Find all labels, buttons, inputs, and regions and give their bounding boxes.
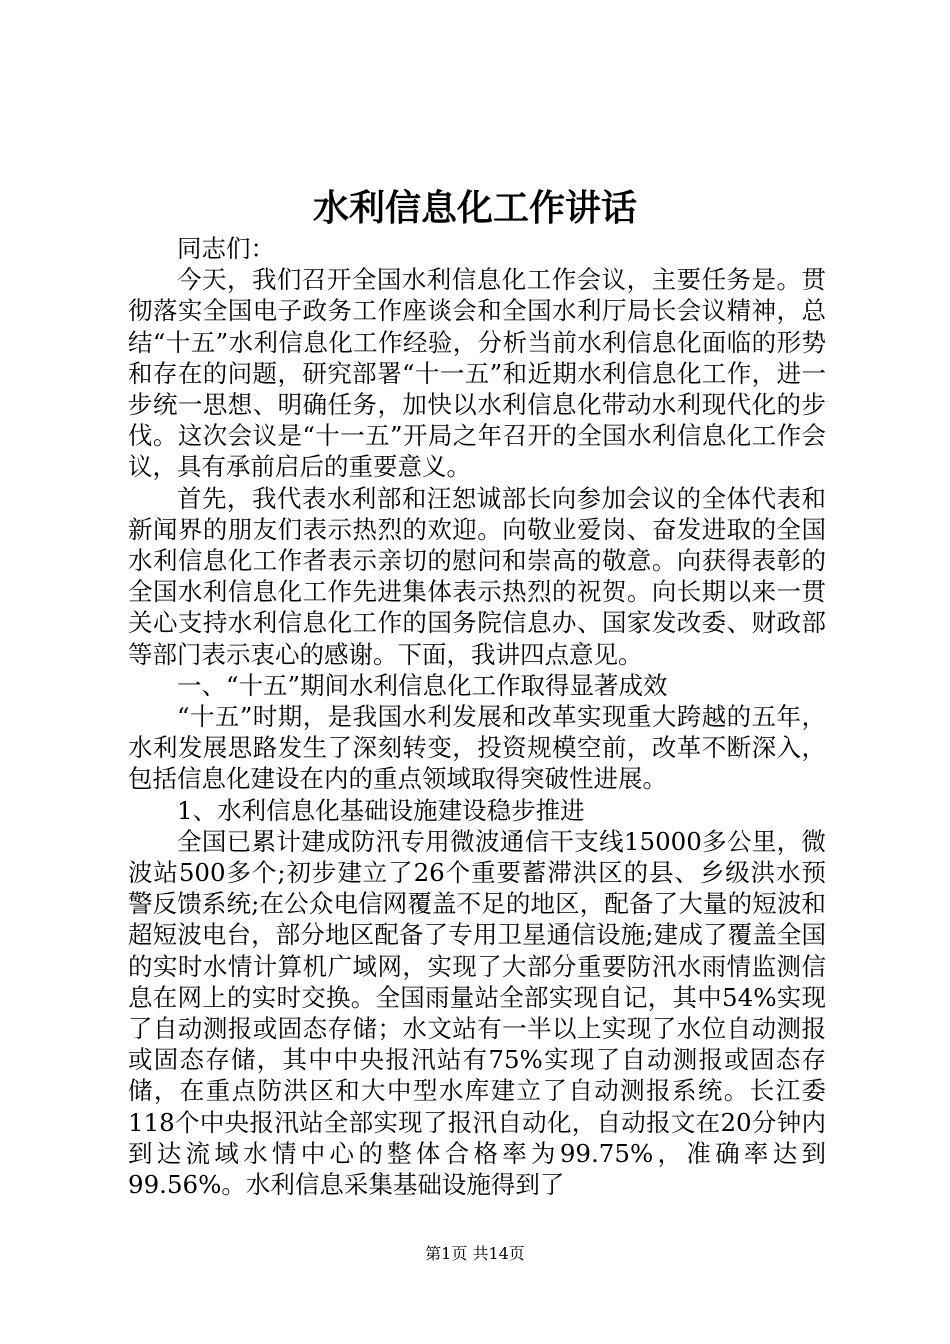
document-title: 水利信息化工作讲话 bbox=[312, 187, 637, 229]
paragraph-overview: “十五”时期，是我国水利发展和改革实现重大跨越的五年，水利发展思路发生了深刻转变，投资规模空前，改革不断深入，包括信息化建设在内的重点领域取得突破性进展。 bbox=[128, 702, 826, 794]
subsection-heading-1: 1、水利信息化基础设施建设稳步推进 bbox=[177, 795, 585, 825]
paragraph-intro: 今天，我们召开全国水利信息化工作会议，主要任务是。贯彻落实全国电子政务工作座谈会和全国水利厅局长会议精神，总结“十五”水利信息化工作经验，分析当前水利信息化面临的形势和存在的问题，研究部署“十一五”和近期水利信息化工作，进一步统一思想、明确任务，加快以水利信息化带动水利现代化的步伐。这次会议是“十一五”开局之年召开的全国水利信息化工作会议，具有承前启后的重要意义。 bbox=[128, 265, 826, 482]
document-body bbox=[128, 233, 826, 1200]
paragraph-thanks: 首先，我代表水利部和汪恕诚部长向参加会议的全体代表和新闻界的朋友们表示热烈的欢迎。向敬业爱岗、奋发进取的全国水利信息化工作者表示亲切的慰问和崇高的敬意。向获得表彰的全国水利信息化工作先进集体表示热烈的祝贺。向长期以来一贯关心支持水利信息化工作的国务院信息办、国家发改委、财政部等部门表示衷心的感谢。下面，我讲四点意见。 bbox=[128, 483, 826, 669]
paragraph-infrastructure: 全国已累计建成防汛专用微波通信干支线15000多公里，微波站500多个;初步建立了26个重要蓄滞洪区的县、乡级洪水预警反馈系统;在公众电信网覆盖不足的地区，配备了大量的短波和超短波电台，部分地区配备了专用卫星通信设施;建成了覆盖全国的实时水情计算机广域网，实现了大部分重要防汛水雨情监测信息在网上的实时交换。全国雨量站全部实现自记，其中54%实现了自动测报或固态存储；水文站有一半以上实现了水位自动测报或固态存储，其中中央报汛站有75%实现了自动测报或固态存储，在重点防洪区和大中型水库建立了自动测报系统。长江委118个中央报汛站全部实现了报汛自动化，自动报文在20分钟内到达流域水情中心的整体合格率为99.75%，准确率达到99.56%。水利信息采集基础设施得到了 bbox=[128, 826, 826, 1200]
section-heading-1: 一、“十五”期间水利信息化工作取得显著成效 bbox=[177, 670, 668, 700]
salutation: 同志们： bbox=[177, 234, 275, 263]
page-footer: 第1页 共14页 bbox=[425, 1244, 525, 1263]
